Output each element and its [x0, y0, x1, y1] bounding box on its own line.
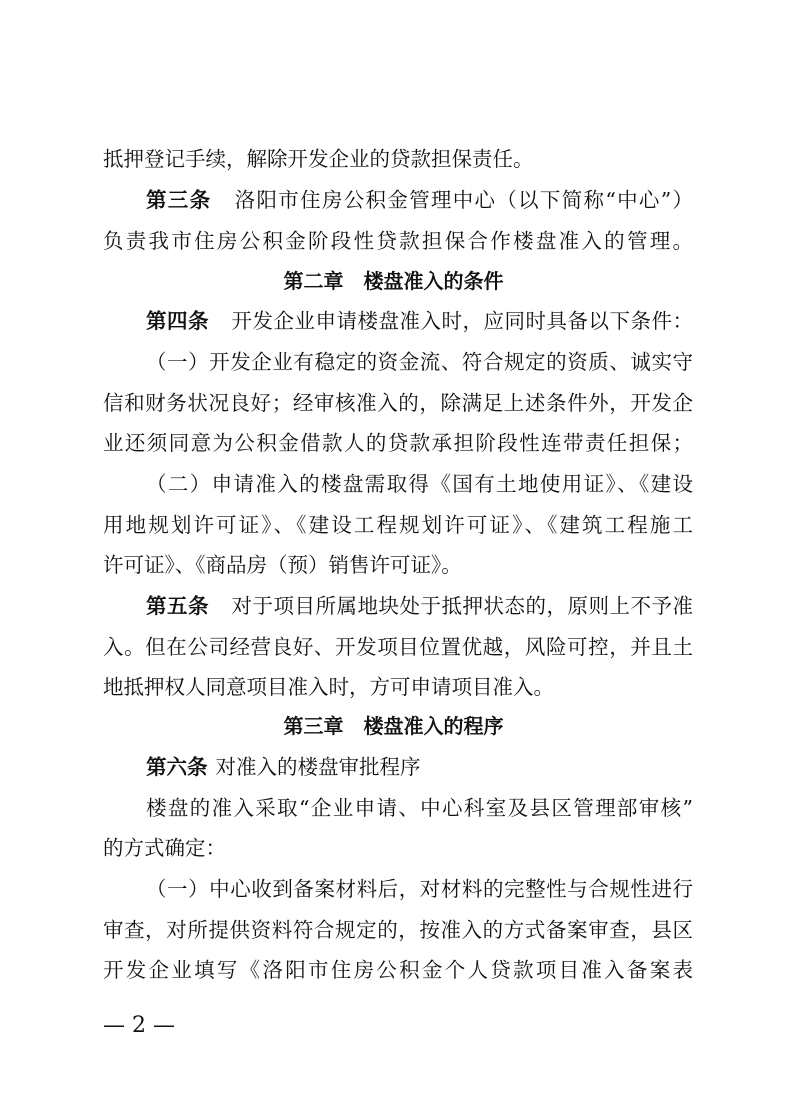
- paragraph-line: 抵押登记手续，解除开发企业的贷款担保责任。: [103, 147, 534, 171]
- paragraph-line: 审查，对所提供资料符合规定的，按准入的方式备案审查，县区: [103, 918, 693, 942]
- article-text: 对于项目所属地块处于抵押状态的，原则上不予准: [231, 594, 693, 618]
- article-text: 洛阳市住房公积金管理中心（以下简称“中心”）: [233, 188, 693, 212]
- paragraph-line: （二）申请准入的楼盘需取得《国有土地使用证》、《建设: [146, 472, 693, 496]
- chapter-heading: 第三章 楼盘准入的程序: [283, 714, 504, 738]
- article-label: 第六条: [146, 755, 208, 779]
- paragraph-line: 负责我市住房公积金阶段性贷款担保合作楼盘准入的管理。: [103, 229, 693, 253]
- paragraph-line: 的方式确定：: [103, 836, 226, 860]
- paragraph-line: 楼盘的准入采取“企业申请、中心科室及县区管理部审核”: [146, 796, 693, 820]
- article-3-line: [146, 188, 693, 212]
- page-number: — 2 —: [103, 1013, 175, 1038]
- chapter-heading: 第二章 楼盘准入的条件: [283, 269, 504, 293]
- paragraph-line: 信和财务状况良好；经审核准入的，除满足上述条件外，开发企: [103, 391, 693, 415]
- article-6-line: [146, 755, 693, 779]
- article-4-line: [146, 309, 693, 333]
- paragraph-line: 地抵押权人同意项目准入时，方可申请项目准入。: [103, 675, 554, 699]
- paragraph-line: 许可证》、《商品房（预）销售许可证》。: [103, 553, 462, 577]
- article-label: 第三条: [146, 188, 212, 212]
- paragraph-line: （一）中心收到备案材料后，对材料的完整性与合规性进行: [146, 877, 693, 901]
- article-text: 开发企业申请楼盘准入时，应同时具备以下条件：: [231, 309, 693, 333]
- paragraph-line: （一）开发企业有稳定的资金流、符合规定的资质、诚实守: [146, 350, 693, 374]
- paragraph-line: 用地规划许可证》、《建设工程规划许可证》、《建筑工程施工: [103, 513, 693, 537]
- paragraph-line: 业还须同意为公积金借款人的贷款承担阶段性连带责任担保；: [103, 431, 693, 455]
- article-label: 第五条: [146, 594, 209, 618]
- article-label: 第四条: [146, 309, 209, 333]
- paragraph-line: 开发企业填写《洛阳市住房公积金个人贷款项目准入备案表: [103, 958, 693, 982]
- paragraph-line: 入。但在公司经营良好、开发项目位置优越，风险可控，并且土: [103, 635, 693, 659]
- article-5-line: [146, 594, 693, 618]
- article-text: 对准入的楼盘审批程序: [215, 755, 421, 779]
